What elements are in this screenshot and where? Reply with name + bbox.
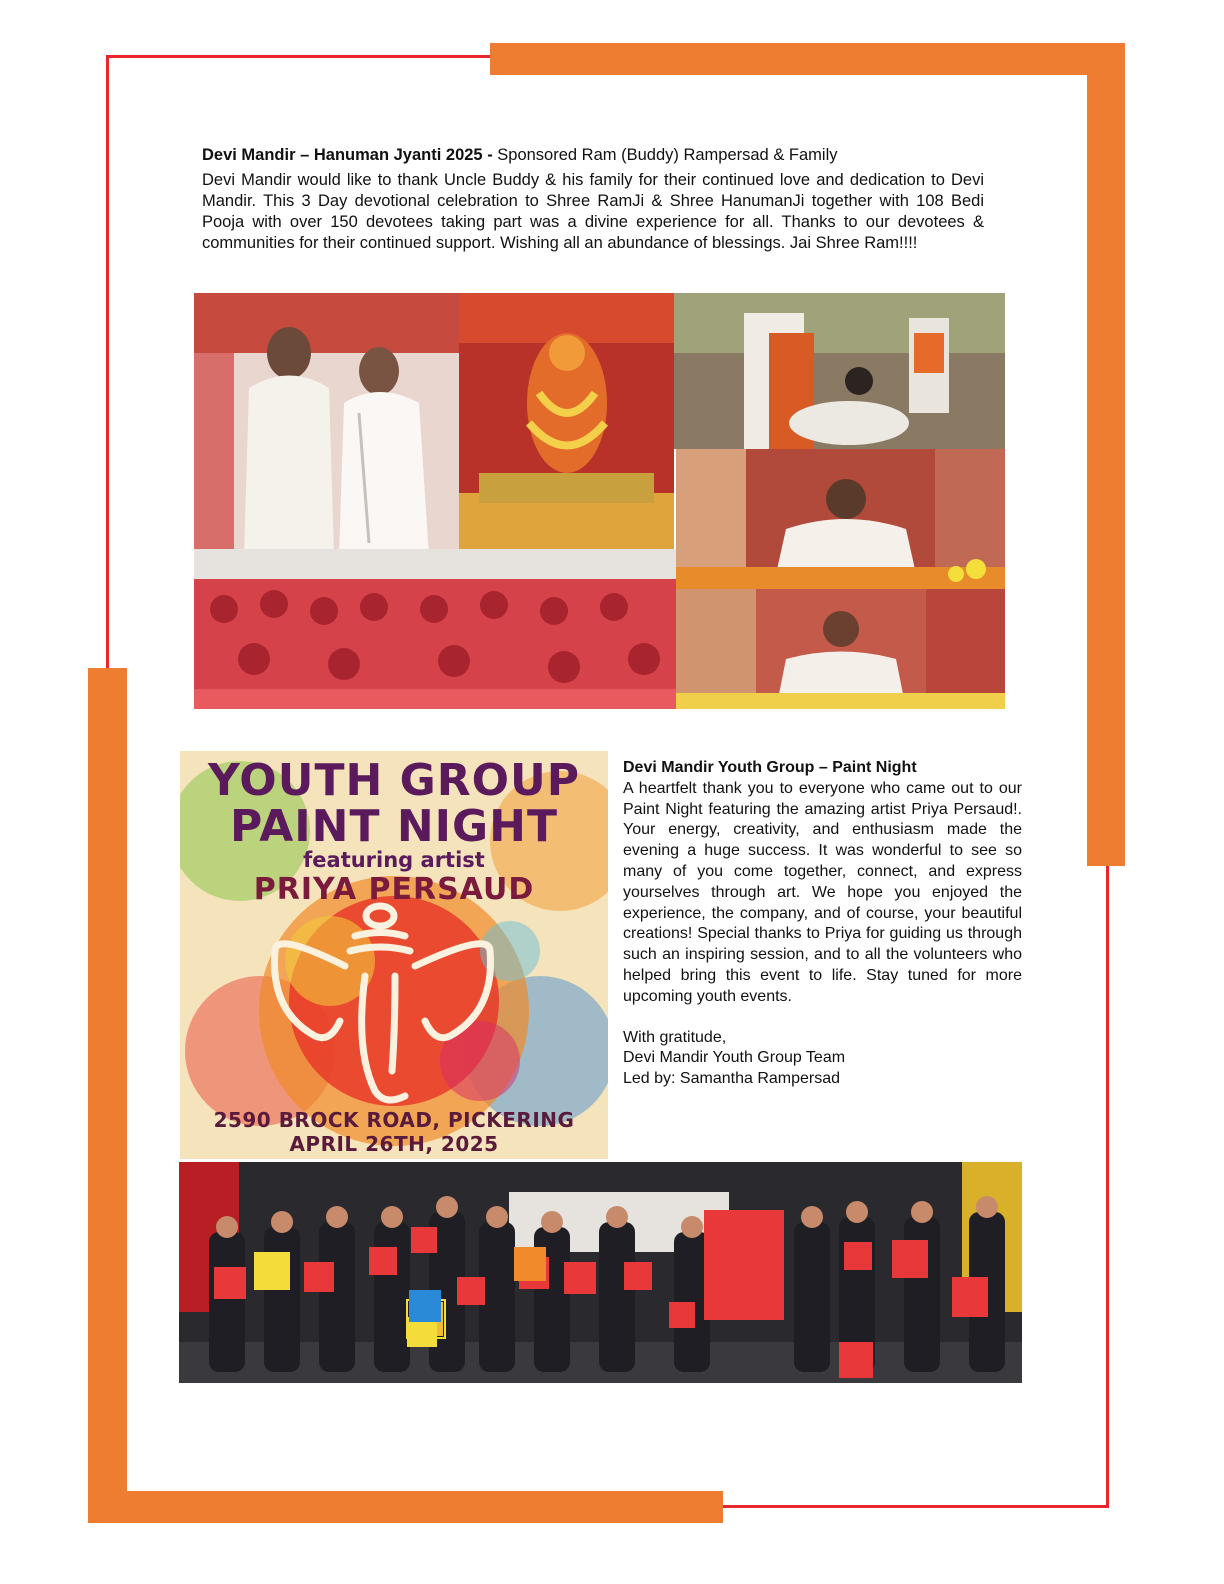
photo-pandit-reading	[676, 449, 1005, 589]
poster-date: APRIL 26TH, 2025	[289, 1132, 499, 1156]
poster-address: 2590 BROCK ROAD, PICKERING	[213, 1108, 575, 1132]
poster-featuring: featuring artist	[303, 848, 485, 872]
article-hanuman-jyanti	[202, 145, 984, 254]
article-hanuman-jyanti-sponsor: Sponsored Ram (Buddy) Rampersad & Family	[492, 146, 838, 164]
frame-orange-left	[88, 668, 127, 1523]
poster-title-line1: YOUTH GROUP	[208, 755, 580, 806]
photo-hanuman-murti	[459, 293, 674, 549]
article-paint-night-led-by: Led by: Samantha Rampersad	[623, 1070, 841, 1088]
poster-title-line2: PAINT NIGHT	[230, 801, 558, 852]
article-hanuman-jyanti-body: Devi Mandir would like to thank Uncle Buddy & his family for their continued love and dedication to Devi Mandir. This 3 Day devotional celebration to Shree RamJi & Shree HanumanJi together with 108 Bedi Pooja with over 150 devotees taking part was a divine experience for all. Thanks to our devotees & communities for their continued support. Wishing all an abundance of blessings. Jai Shree Ram!!!!	[202, 171, 984, 252]
frame-red-bottom	[720, 1505, 1109, 1508]
frame-orange-bottom	[88, 1491, 723, 1523]
photo-youth-group-paintings	[179, 1162, 1022, 1383]
photo-sponsor-couple	[194, 293, 459, 557]
photo-devotees-pooja	[194, 549, 676, 709]
frame-red-right	[1106, 860, 1109, 1508]
photo-pooja-offering	[674, 293, 1005, 449]
article-hanuman-jyanti-heading	[202, 145, 984, 166]
article-paint-night-title: Devi Mandir Youth Group – Paint Night	[623, 759, 917, 776]
article-paint-night	[623, 758, 1022, 1090]
frame-red-left	[106, 55, 109, 670]
article-paint-night-closing: With gratitude,	[623, 1028, 727, 1046]
article-paint-night-body: A heartfelt thank you to everyone who came out to our Paint Night featuring the amazing artist Priya Persaud!. Your energy, creativity, and enthusiasm made the evening a huge success. It was wonderful to see so many of you come together, connect, and express yourselves through art. We hope you enjoyed the experience, the company, and of course, your beautiful creations! Special thanks to Priya for guiding us through such an inspiring session, and to all the volunteers who helped bring this event to life. Stay tuned for more upcoming youth events.	[623, 779, 1022, 1005]
poster-artist-name: PRIYA PERSAUD	[253, 872, 535, 907]
poster-youth-group-paint-night	[180, 751, 608, 1159]
photo-pandit-speaking	[676, 589, 1005, 709]
article-paint-night-team: Devi Mandir Youth Group Team	[623, 1049, 846, 1067]
frame-orange-top	[490, 43, 1125, 75]
article-hanuman-jyanti-title: Devi Mandir – Hanuman Jyanti 2025 -	[202, 146, 493, 164]
frame-red-top	[106, 55, 492, 58]
frame-orange-right	[1087, 43, 1125, 866]
